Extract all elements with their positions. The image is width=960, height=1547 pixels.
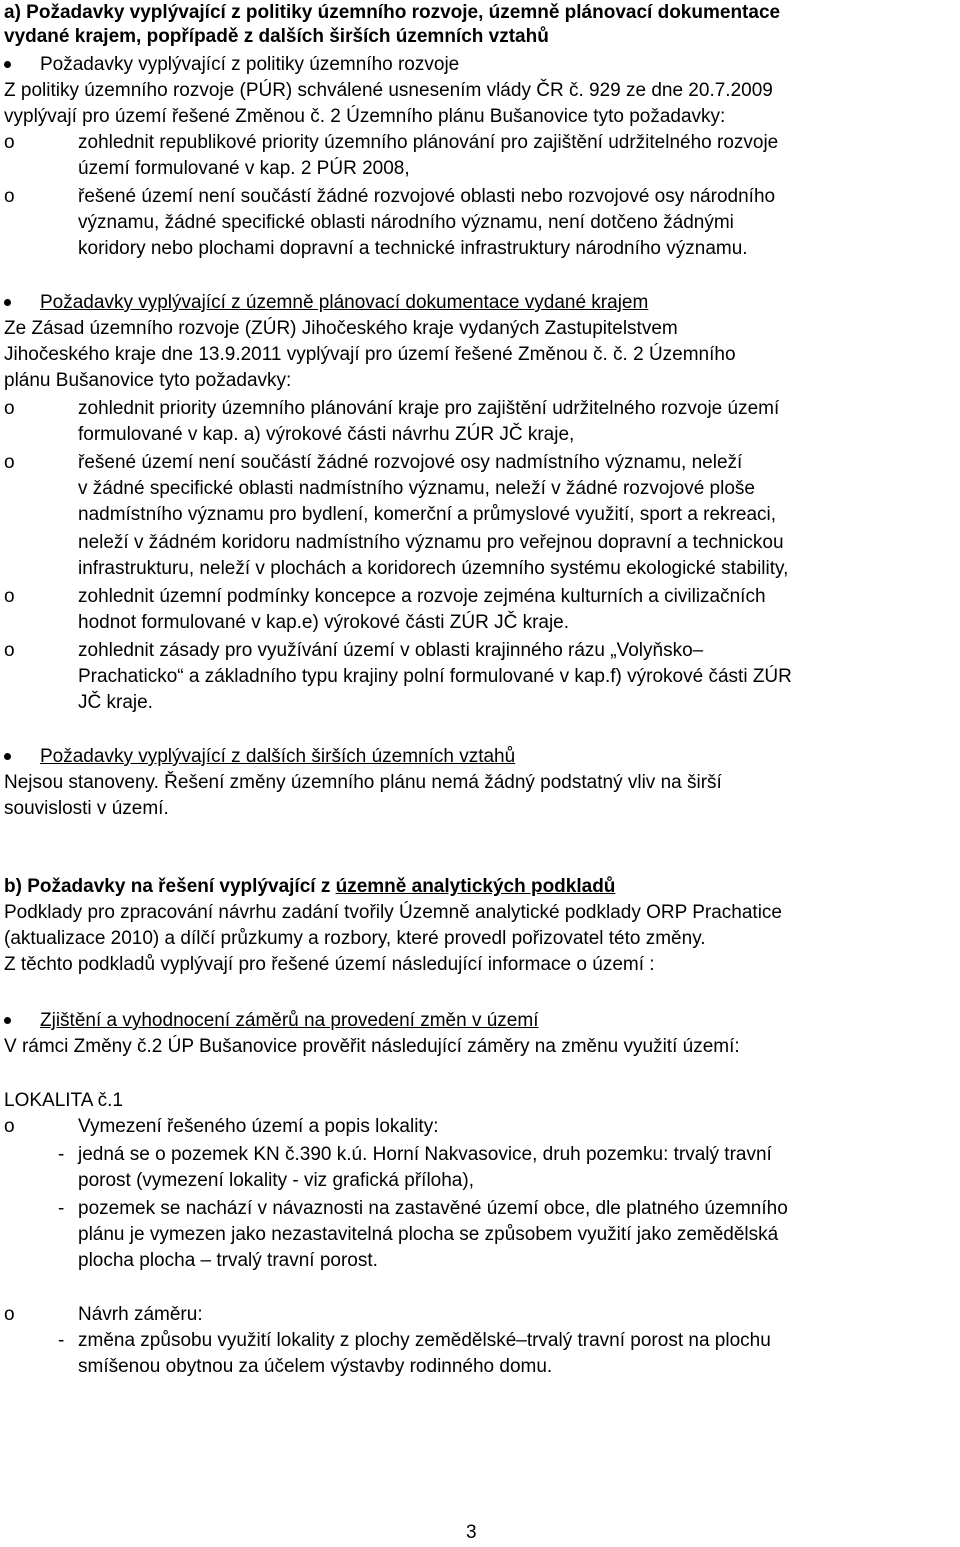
zur-text-line1: Ze Zásad územního rozvoje (ZÚR) Jihočeského kraje vydaných Zastupitelstvem (4, 318, 678, 339)
zur-item-2-line2: v žádné specifické oblasti nadmístního významu, neleží v žádné rozvojové ploše (78, 478, 755, 499)
zur-item-2-line5: infrastrukturu, neleží v plochách a koridorech územního systému ekologické stability, (78, 558, 789, 579)
circle-bullet-icon: o (4, 132, 15, 153)
zur-item-4 (4, 638, 956, 664)
zur-text-line2: Jihočeského kraje dne 13.9.2011 vyplývají pro území řešené Změnou č. č. 2 Územního (4, 344, 736, 365)
dash-marker: - (58, 1330, 65, 1351)
locality-dash-2-line2: plánu je vymezen jako nezastavitelná plocha se způsobem využití jako zemědělská (78, 1224, 779, 1245)
bullet-icon (4, 1017, 11, 1024)
section-b-heading (4, 874, 615, 900)
circle-bullet-icon: o (4, 186, 15, 207)
pur-text-line1: Z politiky územního rozvoje (PÚR) schválené usnesením vlády ČR č. 929 ze dne 20.7.2009 (4, 80, 773, 101)
zur-item-3-line2: hodnot formulované v kap.e) výrokové části ZÚR JČ kraje. (78, 612, 570, 633)
pur-item-1-line1: zohlednit republikové priority územního plánování pro zajištění udržitelného rozvoje (78, 132, 779, 153)
locality-dash-1 (58, 1142, 956, 1168)
wider-text-line1: Nejsou stanoveny. Řešení změny územního plánu nemá žádný podstatný vliv na širší (4, 772, 722, 793)
page-number: 3 (466, 1522, 477, 1543)
zur-item-2-line3: nadmístního významu pro bydlení, komerční a průmyslové využití, sport a rekreaci, (78, 504, 777, 525)
bullet-icon (4, 299, 11, 306)
section-b-heading-prefix: b) Požadavky na řešení vyplývající z (4, 876, 336, 897)
wider-text-line2: souvislosti v území. (4, 798, 169, 819)
bullet-item-survey (4, 1008, 956, 1034)
locality-dash-2-line3: plocha plocha – trvalý travní porost. (78, 1250, 378, 1271)
bullet-item-pur (4, 52, 956, 78)
zur-item-4-line3: JČ kraje. (78, 692, 153, 713)
survey-text: V rámci Změny č.2 ÚP Bušanovice prověřit následující záměry na změnu využití území: (4, 1036, 740, 1057)
locality-title: LOKALITA č.1 (4, 1090, 123, 1111)
section-b-text-line1: Podklady pro zpracování návrhu zadání tvořily Územně analytické podklady ORP Prachatice (4, 902, 782, 923)
zur-item-2 (4, 450, 956, 476)
pur-item-2-line3: koridory nebo plochami dopravní a technické infrastruktury národního významu. (78, 238, 748, 259)
pur-item-2-line1: řešené území není součástí žádné rozvojové oblasti nebo rozvojové osy národního (78, 186, 776, 207)
section-b-text-line3: Z těchto podkladů vyplývají pro řešené území následující informace o území : (4, 954, 655, 975)
zur-item-2-line4: neleží v žádném koridoru nadmístního významu pro veřejnou dopravní a technickou (78, 532, 784, 553)
locality-dash-1-line2: porost (vymezení lokality - viz grafická příloha), (78, 1170, 474, 1191)
pur-title: Požadavky vyplývající z politiky územního rozvoje (40, 54, 460, 75)
pur-text-line2: vyplývají pro území řešené Změnou č. 2 Územního plánu Bušanovice tyto požadavky: (4, 106, 726, 127)
circle-bullet-icon: o (4, 398, 15, 419)
locality-sub-1-text: Vymezení řešeného území a popis lokality: (78, 1116, 439, 1137)
bullet-icon (4, 61, 11, 68)
locality-dash-2 (58, 1196, 956, 1222)
circle-bullet-icon: o (4, 1116, 15, 1137)
zur-item-1 (4, 396, 956, 422)
section-a-heading-line2: vydané krajem, popřípadě z dalších širších územních vztahů (4, 26, 549, 47)
dash-marker: - (58, 1144, 65, 1165)
section-a-heading-line1: a) Požadavky vyplývající z politiky územního rozvoje, územně plánovací dokumentace (4, 2, 781, 23)
section-b-heading-underlined: územně analytických podkladů (335, 876, 616, 897)
pur-item-1-line2: území formulované v kap. 2 PÚR 2008, (78, 158, 410, 179)
survey-title: Zjištění a vyhodnocení záměrů na provedení změn v území (40, 1010, 539, 1031)
pur-item-2-line2: významu, žádné specifické oblasti národního významu, není dotčeno žádnými (78, 212, 734, 233)
wider-title: Požadavky vyplývající z dalších širších územních vztahů (40, 746, 516, 767)
locality-dash-3-line2: smíšenou obytnou za účelem výstavby rodinného domu. (78, 1356, 553, 1377)
locality-dash-2-line1: pozemek se nachází v návaznosti na zastavěné území obce, dle platného územního (78, 1198, 788, 1219)
bullet-item-wider (4, 744, 956, 770)
circle-bullet-icon: o (4, 586, 15, 607)
locality-dash-3 (58, 1328, 956, 1354)
zur-item-1-line2: formulované v kap. a) výrokové části návrhu ZÚR JČ kraje, (78, 424, 575, 445)
dash-marker: - (58, 1198, 65, 1219)
circle-bullet-icon: o (4, 1304, 15, 1325)
circle-bullet-icon: o (4, 452, 15, 473)
zur-item-4-line2: Prachaticko“ a základního typu krajiny polní formulované v kap.f) výrokové části ZÚR (78, 666, 792, 687)
zur-item-2-line1: řešené území není součástí žádné rozvojové osy nadmístního významu, neleží (78, 452, 743, 473)
bullet-icon (4, 753, 11, 760)
zur-title: Požadavky vyplývající z územně plánovací dokumentace vydané krajem (40, 292, 649, 313)
zur-item-4-line1: zohlednit zásady pro využívání území v oblasti krajinného rázu „Volyňsko– (78, 640, 704, 661)
pur-item-1 (4, 130, 956, 156)
locality-dash-3-line1: změna způsobu využití lokality z plochy zemědělské–trvalý travní porost na plochu (78, 1330, 771, 1351)
zur-item-3-line1: zohlednit územní podmínky koncepce a rozvoje zejména kulturních a civilizačních (78, 586, 766, 607)
section-b-text-line2: (aktualizace 2010) a dílčí průzkumy a rozbory, které provedl pořizovatel této změny. (4, 928, 706, 949)
bullet-item-zur (4, 290, 956, 316)
pur-item-2 (4, 184, 956, 210)
zur-item-3 (4, 584, 956, 610)
zur-item-1-line1: zohlednit priority územního plánování kraje pro zajištění udržitelného rozvoje území (78, 398, 780, 419)
locality-sub-2 (4, 1302, 956, 1328)
zur-text-line3: plánu Bušanovice tyto požadavky: (4, 370, 292, 391)
circle-bullet-icon: o (4, 640, 15, 661)
locality-sub-1 (4, 1114, 956, 1140)
locality-dash-1-line1: jedná se o pozemek KN č.390 k.ú. Horní Nakvasovice, druh pozemku: trvalý travní (78, 1144, 772, 1165)
locality-sub-2-text: Návrh záměru: (78, 1304, 203, 1325)
